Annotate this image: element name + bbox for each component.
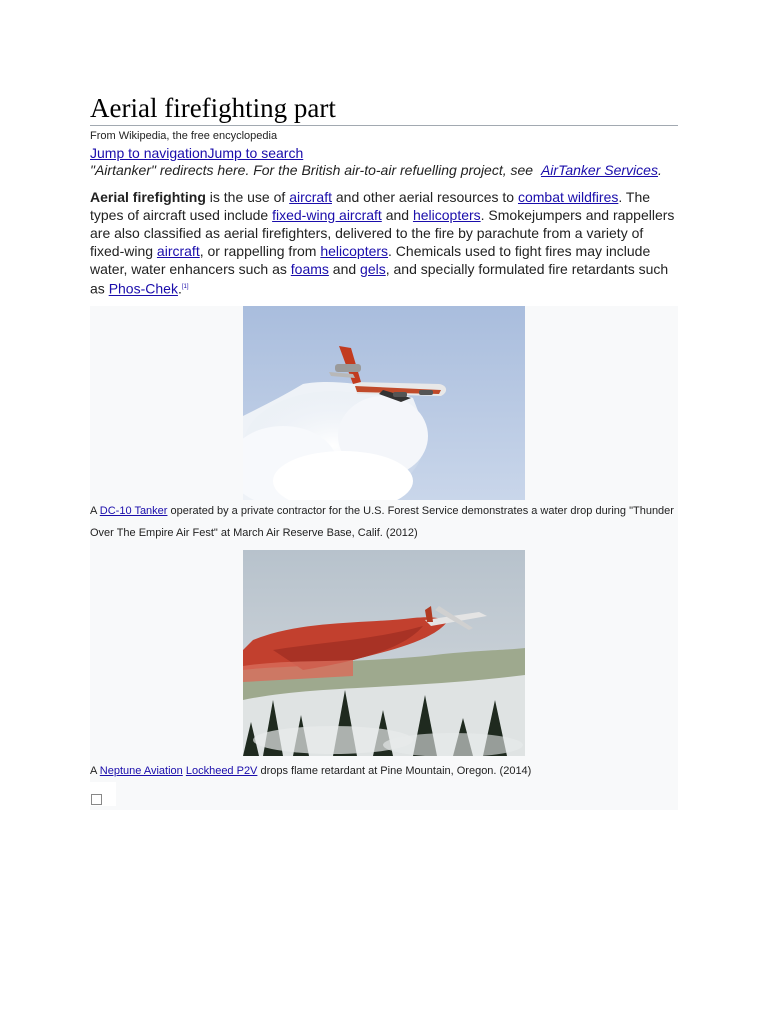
page-title: Aerial firefighting part	[90, 92, 678, 126]
dc10-tanker-link[interactable]: DC-10 Tanker	[99, 504, 168, 517]
p2v-retardant-photo[interactable]	[243, 550, 525, 756]
lead-text: is the use of	[205, 189, 290, 205]
lead-bold-term: Aerial firefighting	[90, 189, 206, 205]
citation-1[interactable]: [1]	[181, 284, 189, 290]
article	[90, 92, 678, 810]
foams-link[interactable]: foams	[290, 261, 329, 277]
aircraft-link-2[interactable]: aircraft	[156, 243, 200, 259]
lockheed-p2v-link[interactable]: Lockheed P2V	[185, 764, 258, 777]
lead-text: and other aerial resources to	[331, 189, 518, 205]
phos-chek-link[interactable]: Phos-Chek	[108, 280, 178, 297]
jump-to-search-link[interactable]: Jump to search	[207, 145, 304, 161]
lead-text: and	[328, 261, 361, 277]
jump-to-navigation-link[interactable]: Jump to navigation	[90, 145, 208, 161]
hatnote-text: "Airtanker" redirects here. For the British air-to-air refuelling project, see	[90, 162, 537, 178]
airtanker-services-link[interactable]: AirTanker Services	[540, 162, 658, 178]
neptune-aviation-link[interactable]: Neptune Aviation	[99, 764, 183, 777]
caption-text: A	[90, 504, 100, 517]
lead-text: and	[381, 207, 413, 223]
lead-text: . Chemicals used to fight fires may include water, water enhancers such as	[90, 243, 651, 277]
caption-text: drops flame retardant at Pine Mountain, Oregon. (2014)	[257, 764, 532, 777]
combat-wildfires-link[interactable]: combat wildfires	[517, 189, 619, 205]
lead-text: .	[177, 280, 182, 297]
lead-text: , and specially formulated fire retardants such as	[90, 261, 669, 297]
hatnote-end: .	[657, 162, 662, 178]
site-tagline: From Wikipedia, the free encyclopedia	[90, 130, 278, 142]
jump-links	[90, 145, 678, 162]
helicopters-link[interactable]: helicopters	[412, 207, 481, 223]
lead-paragraph	[90, 188, 678, 298]
lead-text: . The types of aircraft used include	[90, 189, 651, 223]
caption-text: operated by a private contractor for the U.S. Forest Service demonstrates a water drop during "Thunder Over The Empire Air Fest" at March Air Reserve Base, Calif. (2012)	[90, 504, 674, 539]
checkbox[interactable]	[91, 794, 102, 805]
fixed-wing-aircraft-link[interactable]: fixed-wing aircraft	[272, 207, 382, 223]
lead-text: . Smokejumpers and rappellers are also classified as aerial firefighters, delivered to the fire by parachute from a variety of fixed-wing	[90, 207, 675, 259]
dc10-tanker-photo[interactable]	[243, 306, 525, 500]
checkbox-row	[90, 782, 116, 806]
figure-p2v	[90, 550, 678, 782]
figure-p2v-caption	[90, 760, 678, 782]
hatnote	[90, 162, 678, 179]
image-gallery	[90, 306, 678, 810]
figure-dc10	[90, 306, 678, 544]
aircraft-link[interactable]: aircraft	[289, 189, 332, 205]
helicopters-link-2[interactable]: helicopters	[320, 243, 389, 259]
lead-text: , or rappelling from	[199, 243, 321, 259]
figure-dc10-caption	[90, 500, 678, 544]
gels-link[interactable]: gels	[360, 261, 386, 277]
caption-text: A	[90, 764, 100, 777]
